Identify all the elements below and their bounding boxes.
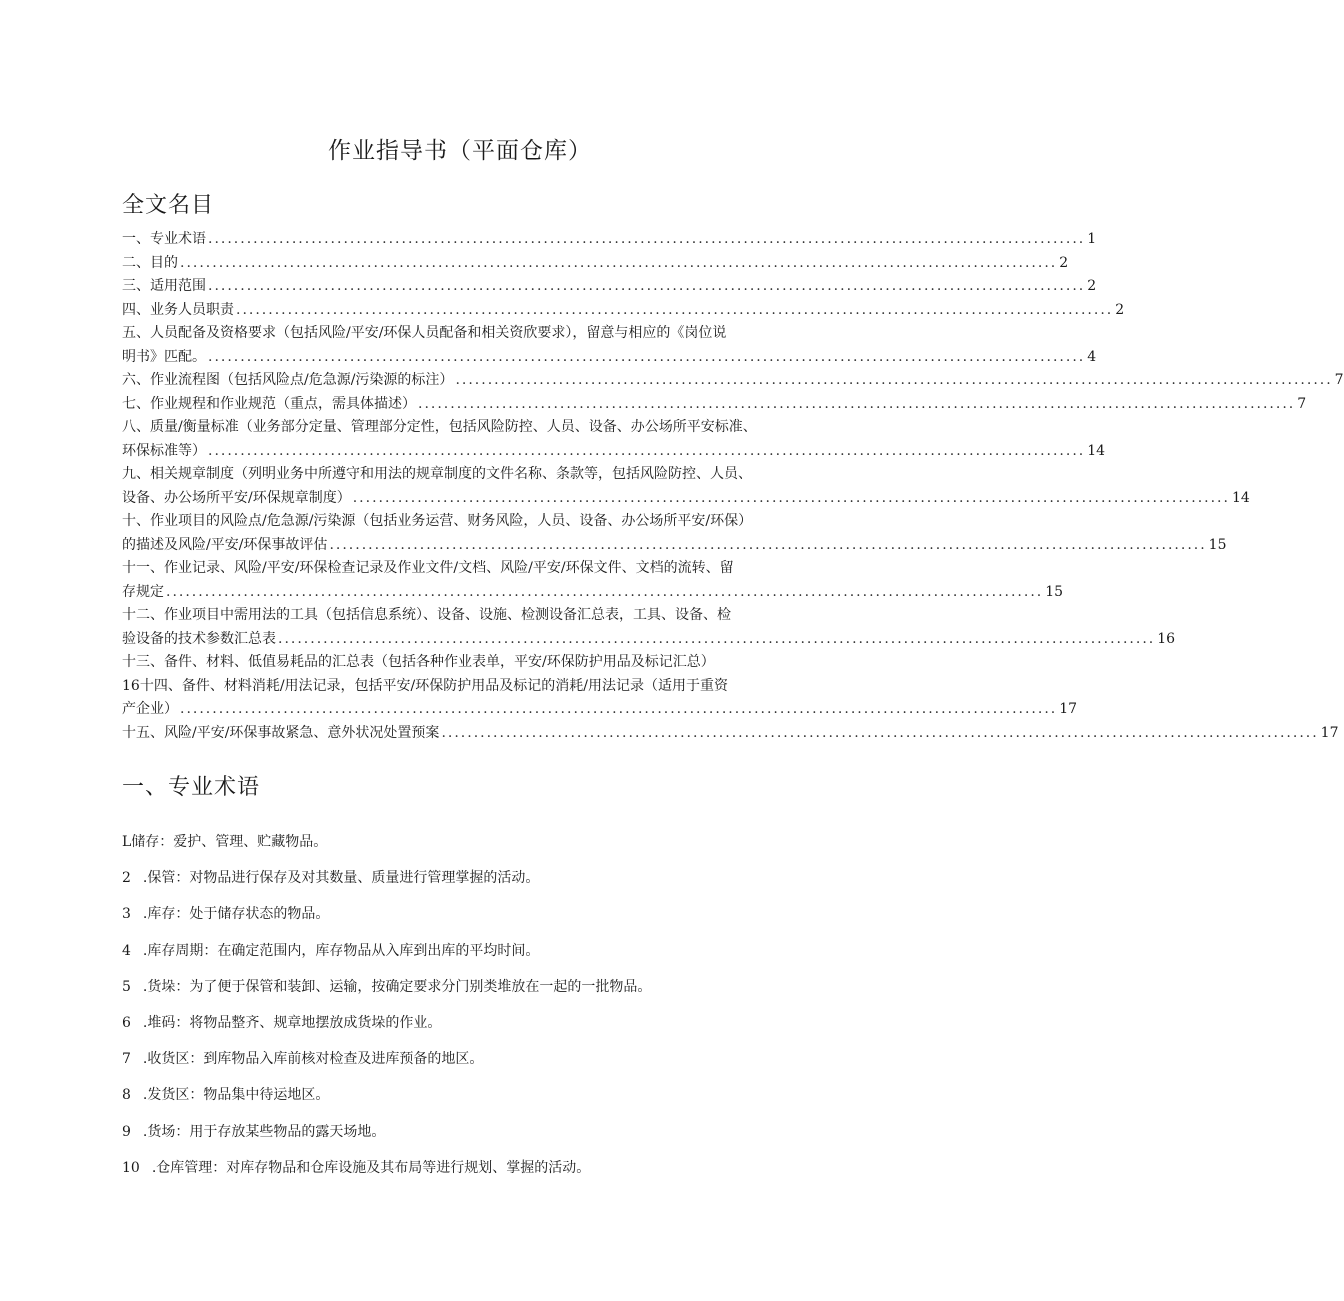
term-text: .堆码：将物品整齐、规章地摆放成货垛的作业。 [142,1014,442,1031]
toc-entry-title: 明书》匹配。 [122,348,206,365]
toc-leader-dots: ........................................................................................................................................ [329,536,1207,553]
toc-entry-title: 环保标准等） [122,442,206,459]
term-item [122,1049,802,1069]
toc-entry[interactable] [122,252,1069,276]
toc-entry-row [122,440,1106,464]
toc-entry-title: 存规定 [122,583,164,600]
term-item [122,1158,802,1178]
toc-entry[interactable] [122,275,1097,299]
toc-entry-title: 设备、办公场所平安/环保规章制度） [122,489,351,506]
term-item [122,977,802,997]
term-number: 7 [122,1051,131,1068]
toc-entry-row [122,252,1069,276]
toc-page-number: 16 [1157,630,1176,647]
term-number: 2 [122,870,131,887]
toc-entry-row [122,228,1097,252]
toc-entry-row [122,581,1064,605]
term-number: 9 [122,1123,131,1140]
toc-entry[interactable] [122,369,1344,393]
toc-entry-row [122,346,1097,370]
toc-entry-title: 的描述及风险/平安/环保事故评估 [122,536,328,553]
toc-page-number: 2 [1115,301,1125,318]
term-number: 5 [122,978,131,995]
toc-entry-title: 十五、风险/平安/环保事故紧急、意外状况处置预案 [122,724,440,741]
toc-entry-title: 产企业） [122,701,178,717]
toc-entry-row [122,698,1078,722]
term-number: 4 [122,942,131,959]
toc-entry-text-line: 九、相关规章制度（列明业务中所遵守和用法的规章制度的文件名称、条款等，包括风险防控、人员、 [122,466,752,482]
toc-page-number: 15 [1208,536,1227,553]
toc-entry[interactable] [122,393,1307,417]
toc-entry[interactable] [122,463,1250,510]
toc-entry[interactable] [122,510,1227,557]
term-text: .保管：对物品进行保存及对其数量、质量进行管理掌握的活动。 [142,870,540,887]
toc-leader-dots: ........................................................................................................................................ [208,231,1086,247]
term-item [122,868,802,888]
toc-leader-dots: ........................................................................................................................................ [352,489,1230,506]
toc-entry-text-line: 五、人员配备及资格要求（包括风险/平安/环保人员配备和相关资欣要求），留意与相应的《岗位说 [122,325,727,341]
toc-entry[interactable] [122,722,1339,746]
toc-entry-row [122,393,1307,417]
toc-page-number: 7 [1334,372,1344,388]
toc-entry-text-line: 十一、作业记录、风险/平安/环保检查记录及作业文件/文档、风险/平安/环保文件、文档的流转、留 [122,560,734,576]
toc-leader-dots: ........................................................................................................................................ [236,301,1114,318]
table-of-contents [122,228,1344,745]
toc-entry-row [122,299,1125,323]
toc-page-number: 14 [1231,489,1250,506]
toc-heading: 全文名目 [122,193,215,218]
toc-leader-dots: ........................................................................................................................................ [208,278,1086,294]
term-text: .收货区：到库物品入库前核对检查及进库预备的地区。 [142,1051,484,1068]
term-item [122,941,802,961]
toc-entry-title: 七、作业规程和作业规范（重点，需具体描述） [122,395,416,412]
toc-entry[interactable] [122,299,1125,323]
toc-entry-text-line: 十三、备件、材料、低值易耗品的汇总表（包括各种作业表单，平安/环保防护用品及标记汇总） [122,654,715,670]
toc-page-number: 2 [1059,254,1069,271]
term-item [122,1122,802,1142]
toc-leader-dots: ........................................................................................................................................ [180,254,1058,271]
toc-entry[interactable] [122,557,1064,604]
term-item [122,832,802,852]
term-text: .仓库管理：对库存物品和仓库设施及其布局等进行规划、掌握的活动。 [151,1159,591,1176]
term-item [122,1013,802,1033]
toc-entry-title: 验设备的技术参数汇总表 [122,630,276,647]
toc-entry-text-line: 十二、作业项目中需用法的工具（包括信息系统）、设备、设施、检测设备汇总表，工具、设备、检 [122,607,731,623]
toc-entry-text-line: 八、质量/衡量标准（业务部分定量、管理部分定性，包括风险防控、人员、设备、办公场所平安标准、 [122,419,757,435]
toc-page-number: 14 [1087,442,1106,459]
toc-leader-dots: ........................................................................................................................................ [180,701,1058,717]
toc-entry-text-line: 十、作业项目的风险点/危急源/污染源（包括业务运营、财务风险，人员、设备、办公场所平安/环保） [122,513,753,529]
toc-entry[interactable] [122,651,1078,722]
term-text: .库存周期：在确定范围内，库存物品从入库到出库的平均时间。 [142,942,540,959]
term-number: 10 [122,1159,140,1176]
toc-page-number: 2 [1087,278,1097,294]
toc-entry-title: 四、业务人员职责 [122,301,234,318]
toc-entry-row [122,369,1344,393]
toc-entry-title: 二、目的 [122,254,178,271]
section-heading-terminology: 一、专业术语 [122,775,261,800]
toc-entry[interactable] [122,228,1097,252]
toc-entry-title: 三、适用范围 [122,278,206,294]
term-item [122,1085,802,1105]
document-title: 作业指导书（平面仓库） [328,138,592,164]
term-text: 储存：爱护、管理、贮藏物品。 [131,834,328,850]
toc-leader-dots: ........................................................................................................................................ [418,395,1296,412]
toc-page-number: 4 [1087,348,1097,365]
term-number: 3 [122,906,131,923]
term-text: .发货区：物品集中待运地区。 [142,1087,330,1104]
toc-page-number: 1 [1087,231,1097,247]
toc-page-number: 15 [1045,583,1064,600]
toc-entry-title: 六、作业流程图（包括风险点/危急源/污染源的标注） [122,372,454,388]
toc-entry-text-line: 16十四、备件、材料消耗/用法记录，包括平安/环保防护用品及标记的消耗/用法记录（适用于重资 [122,677,728,694]
toc-leader-dots: ........................................................................................................................................ [278,630,1156,647]
toc-entry[interactable] [122,604,1176,651]
term-item [122,904,802,924]
toc-entry-title: 一、专业术语 [122,231,206,247]
toc-leader-dots: ........................................................................................................................................ [441,724,1319,741]
toc-page-number: 7 [1297,395,1307,412]
toc-entry[interactable] [122,416,1106,463]
toc-entry-row [122,722,1339,746]
toc-leader-dots: ........................................................................................................................................ [208,348,1086,365]
term-text: .货垛：为了便于保管和装卸、运输，按确定要求分门别类堆放在一起的一批物品。 [142,978,652,995]
toc-entry-row [122,487,1250,511]
term-text: .货场：用于存放某些物品的露天场地。 [142,1123,386,1140]
toc-leader-dots: ........................................................................................................................................ [455,372,1333,388]
toc-entry-row [122,534,1227,558]
terminology-list [122,832,802,1194]
term-number: 6 [122,1014,131,1031]
term-number: L [122,834,132,850]
toc-entry[interactable] [122,322,1097,369]
term-text: .库存：处于储存状态的物品。 [142,906,330,923]
toc-page-number: 17 [1059,701,1078,717]
toc-leader-dots: ........................................................................................................................................ [166,583,1044,600]
toc-leader-dots: ........................................................................................................................................ [208,442,1086,459]
toc-entry-row [122,275,1097,299]
toc-page-number: 17 [1320,724,1339,741]
term-number: 8 [122,1087,131,1104]
toc-entry-row [122,628,1176,652]
